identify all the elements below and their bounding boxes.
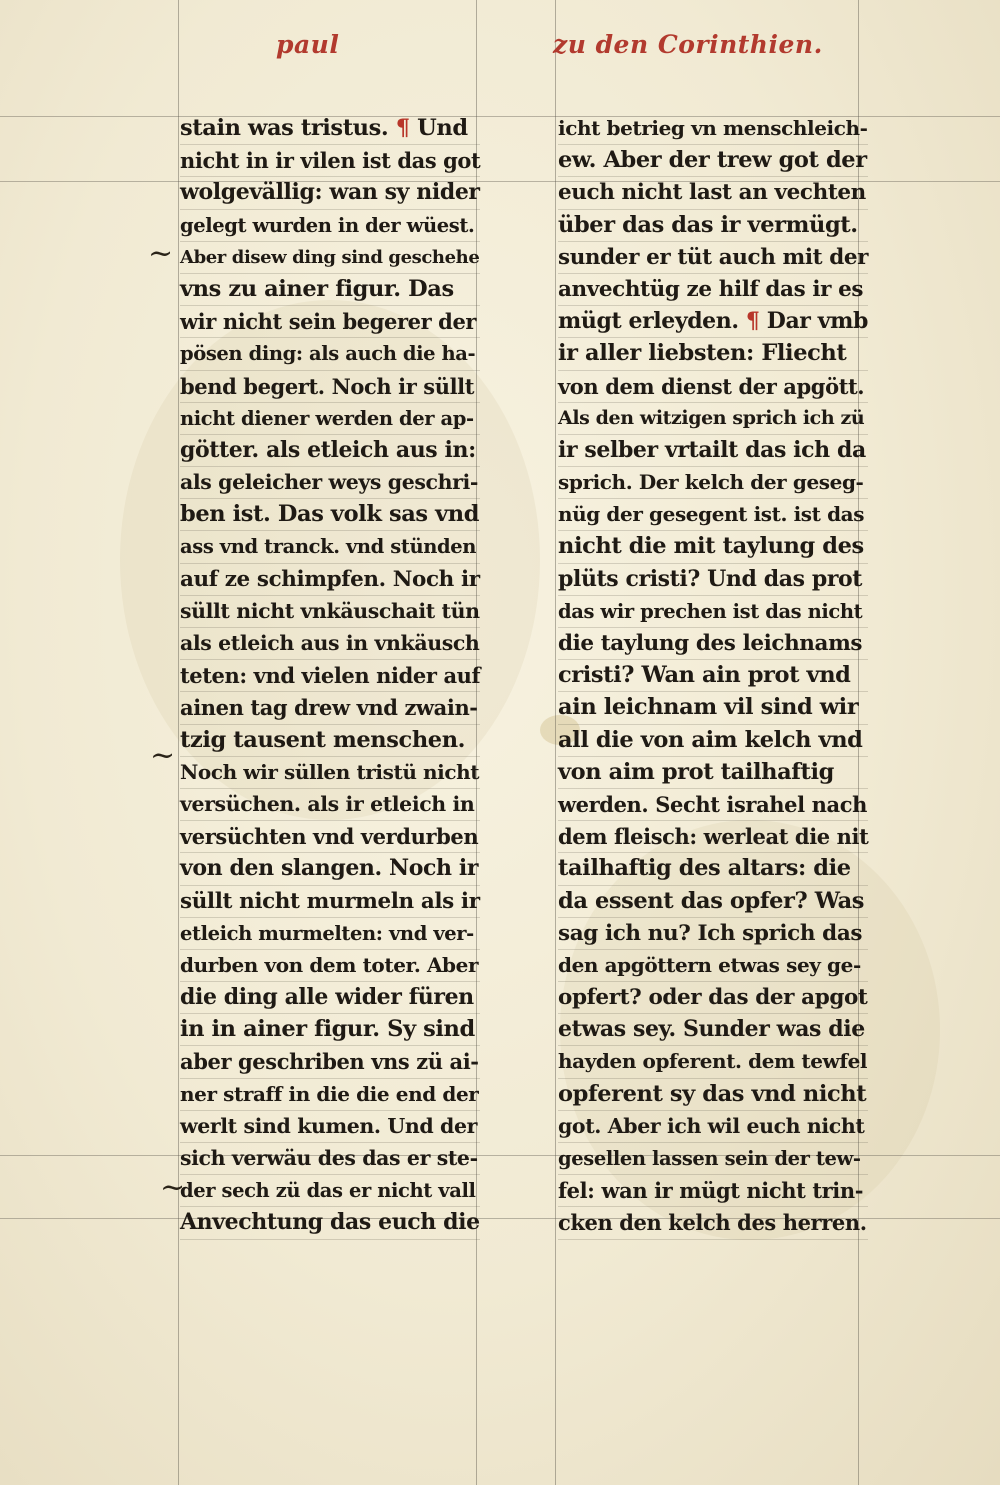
text-line: cristi? Wan ain prot vnd — [558, 660, 868, 692]
text-line: etwas sey. Sunder was die — [558, 1014, 868, 1046]
text-line: in in ainer figur. Sy sind — [180, 1014, 480, 1046]
rule-left-outer — [178, 0, 179, 1485]
paragraph-mark-icon: ¶ — [745, 308, 760, 335]
text-column-left — [180, 113, 480, 1240]
text-line: nicht diener werden der ap- — [180, 403, 480, 435]
flourish-initial-1: ~ — [148, 236, 174, 271]
text-line: der sech zü das er nicht vall — [180, 1175, 480, 1207]
text-line: den apgöttern etwas sey ge- — [558, 950, 868, 982]
text-line: pösen ding: als auch die ha- — [180, 338, 480, 370]
text-line: werden. Secht israhel nach — [558, 789, 868, 821]
text-line: fel: wan ir mügt nicht trin- — [558, 1175, 868, 1207]
text-line: von dem dienst der apgött. — [558, 371, 868, 403]
text-line: versüchen. als ir etleich in — [180, 789, 480, 821]
text-line: tzig tausent menschen. — [180, 725, 480, 757]
text-line: ir aller liebsten: Fliecht — [558, 338, 868, 370]
text-line: nüg der gesegent ist. ist das — [558, 499, 868, 531]
text-line: versüchten vnd verdurben — [180, 821, 480, 853]
text-line: stain was tristus. ¶ Und — [180, 113, 480, 145]
text-line: durben von dem toter. Aber — [180, 950, 480, 982]
text-line: bend begert. Noch ir süllt — [180, 371, 480, 403]
text-line: von den slangen. Noch ir — [180, 853, 480, 885]
text-line: süllt nicht murmeln als ir — [180, 886, 480, 918]
text-line: götter. als etleich aus in: — [180, 435, 480, 467]
running-head-left: paul — [276, 30, 340, 59]
flourish-initial-2: ~ — [150, 738, 176, 773]
text-line: Anvechtung das euch die — [180, 1207, 480, 1239]
text-line: süllt nicht vnkäuschait tün — [180, 596, 480, 628]
text-line: euch nicht last an vechten — [558, 177, 868, 209]
text-line: plüts cristi? Und das prot — [558, 564, 868, 596]
text-line: ir selber vrtailt das ich da — [558, 435, 868, 467]
text-line: sich verwäu des das er ste- — [180, 1143, 480, 1175]
rule-right-outer — [555, 0, 556, 1485]
text-line: die ding alle wider füren — [180, 982, 480, 1014]
text-line: ass vnd tranck. vnd stünden — [180, 531, 480, 563]
text-line: ain leichnam vil sind wir — [558, 692, 868, 724]
text-line: teten: vnd vielen nider auf — [180, 660, 480, 692]
text-line: über das das ir vermügt. — [558, 210, 868, 242]
text-line: vns zu ainer figur. Das — [180, 274, 480, 306]
text-line: anvechtüg ze hilf das ir es — [558, 274, 868, 306]
text-line: die taylung des leichnams — [558, 628, 868, 660]
text-line: auf ze schimpfen. Noch ir — [180, 564, 480, 596]
text-line: da essent das opfer? Was — [558, 886, 868, 918]
text-line: sag ich nu? Ich sprich das — [558, 918, 868, 950]
text-line: als etleich aus in vnkäusch — [180, 628, 480, 660]
flourish-initial-3: ~ — [160, 1170, 186, 1205]
text-line: icht betrieg vn menschleich- — [558, 113, 868, 145]
text-line: aber geschriben vns zü ai- — [180, 1046, 480, 1078]
text-line: got. Aber ich wil euch nicht — [558, 1111, 868, 1143]
text-line: opfert? oder das der apgot — [558, 982, 868, 1014]
running-head-right: zu den Corinthien. — [553, 30, 823, 59]
text-line: ben ist. Das volk sas vnd — [180, 499, 480, 531]
text-line: Als den witzigen sprich ich zü — [558, 403, 868, 435]
text-line: tailhaftig des altars: die — [558, 853, 868, 885]
text-line: ew. Aber der trew got der — [558, 145, 868, 177]
text-line: wir nicht sein begerer der — [180, 306, 480, 338]
text-line: werlt sind kumen. Und der — [180, 1111, 480, 1143]
text-line: nicht in ir vilen ist das got — [180, 145, 480, 177]
text-line: wolgevällig: wan sy nider — [180, 177, 480, 209]
text-line: hayden opferent. dem tewfel — [558, 1046, 868, 1078]
text-line: ainen tag drew vnd zwain- — [180, 692, 480, 724]
text-line: etleich murmelten: vnd ver- — [180, 918, 480, 950]
text-line: opferent sy das vnd nicht — [558, 1079, 868, 1111]
text-line: sunder er tüt auch mit der — [558, 242, 868, 274]
text-line: Aber disew ding sind geschehe — [180, 242, 480, 274]
text-line: ner straff in die die end der — [180, 1079, 480, 1111]
text-line: cken den kelch des herren. — [558, 1207, 868, 1239]
text-line: gelegt wurden in der wüest. — [180, 210, 480, 242]
text-line: als geleicher weys geschri- — [180, 467, 480, 499]
text-line: gesellen lassen sein der tew- — [558, 1143, 868, 1175]
text-line: das wir prechen ist das nicht — [558, 596, 868, 628]
text-line: Noch wir süllen tristü nicht — [180, 757, 480, 789]
text-line: sprich. Der kelch der geseg- — [558, 467, 868, 499]
text-line: nicht die mit taylung des — [558, 531, 868, 563]
text-line: dem fleisch: werleat die nit — [558, 821, 868, 853]
text-line: mügt erleyden. ¶ Dar vmb — [558, 306, 868, 338]
text-column-right — [558, 113, 868, 1240]
text-line: von aim prot tailhaftig — [558, 757, 868, 789]
paragraph-mark-icon: ¶ — [395, 115, 410, 141]
text-line: all die von aim kelch vnd — [558, 725, 868, 757]
